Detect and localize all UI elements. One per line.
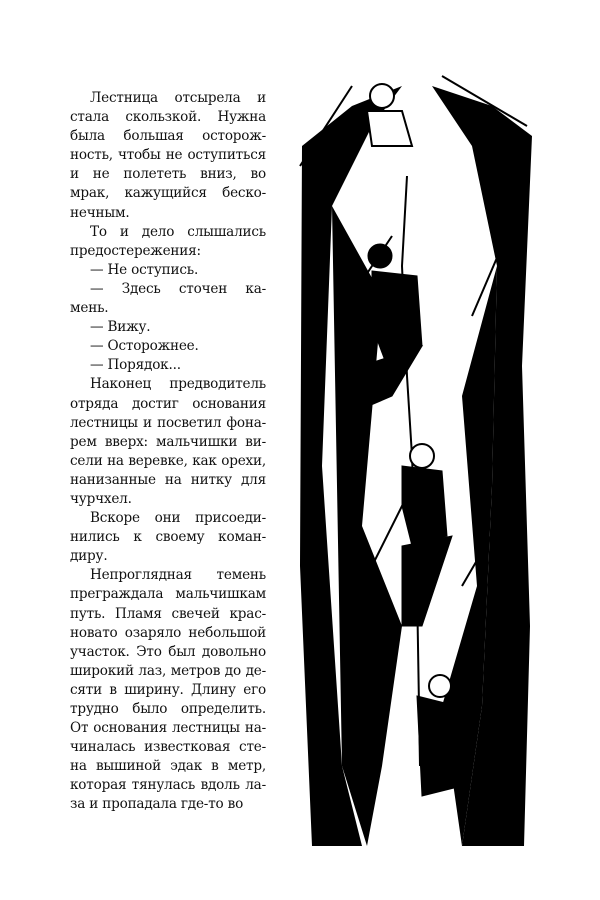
- text-line: ность, чтобы не оступиться: [70, 147, 266, 164]
- text-line: — Не оступись.: [90, 261, 199, 278]
- text-line: отряда достиг основания: [70, 395, 266, 412]
- text-line: широкий лаз, метров до де-: [70, 662, 266, 679]
- text-line: нечным.: [70, 204, 130, 221]
- text-line: сели на веревке, как орехи,: [70, 452, 266, 469]
- text-line: путь. Пламя свечей крас-: [70, 605, 266, 622]
- body-text: [70, 89, 266, 815]
- text-line: мень.: [70, 300, 109, 317]
- text-line: рем вверх: мальчишки ви-: [70, 433, 266, 450]
- text-line: нились к своему коман-: [70, 529, 266, 546]
- text-line: Наконец предводитель: [90, 376, 266, 393]
- text-line: предостережения:: [70, 242, 201, 259]
- text-line: которая тянулась вдоль ла-: [70, 777, 266, 794]
- text-line: — Порядок...: [90, 357, 181, 374]
- text-line: — Вижу.: [90, 319, 151, 336]
- text-line: за и пропадала где-то во: [70, 796, 244, 813]
- text-line: — Осторожнее.: [90, 338, 199, 355]
- ink-drawing-boys-climbing-rope-icon: [292, 66, 537, 856]
- text-line: была большая осторож-: [70, 128, 266, 145]
- text-line: трудно было определить.: [70, 701, 266, 717]
- text-line: лестницы и посветил фона-: [70, 414, 266, 431]
- text-line: стала скользкой. Нужна: [70, 109, 266, 126]
- text-line: преграждала мальчишкам: [70, 586, 266, 603]
- text-line: нанизанные на нитку для: [70, 471, 266, 488]
- text-line: чурчхел.: [70, 490, 132, 507]
- text-line: — Здесь сточен ка-: [90, 280, 266, 297]
- text-line: От основания лестницы на-: [70, 720, 266, 737]
- text-line: Вскоре они присоеди-: [90, 510, 266, 527]
- text-line: Непроглядная темень: [90, 567, 266, 584]
- text-line: Лестница отсырела и: [90, 90, 266, 106]
- text-line: чиналась известковая сте-: [70, 739, 266, 756]
- text-line: диру.: [70, 548, 108, 565]
- text-line: сяти в ширину. Длину его: [70, 681, 266, 698]
- text-line: То и дело слышались: [90, 223, 266, 240]
- text-line: и не полететь вниз, во: [70, 166, 266, 183]
- text-line: мрак, кажущийся беско-: [70, 185, 266, 202]
- text-line: участок. Это был довольно: [70, 643, 266, 660]
- text-line: на вышиной эдак в метр,: [70, 758, 266, 775]
- text-line: новато озаряло небольшой: [70, 624, 266, 641]
